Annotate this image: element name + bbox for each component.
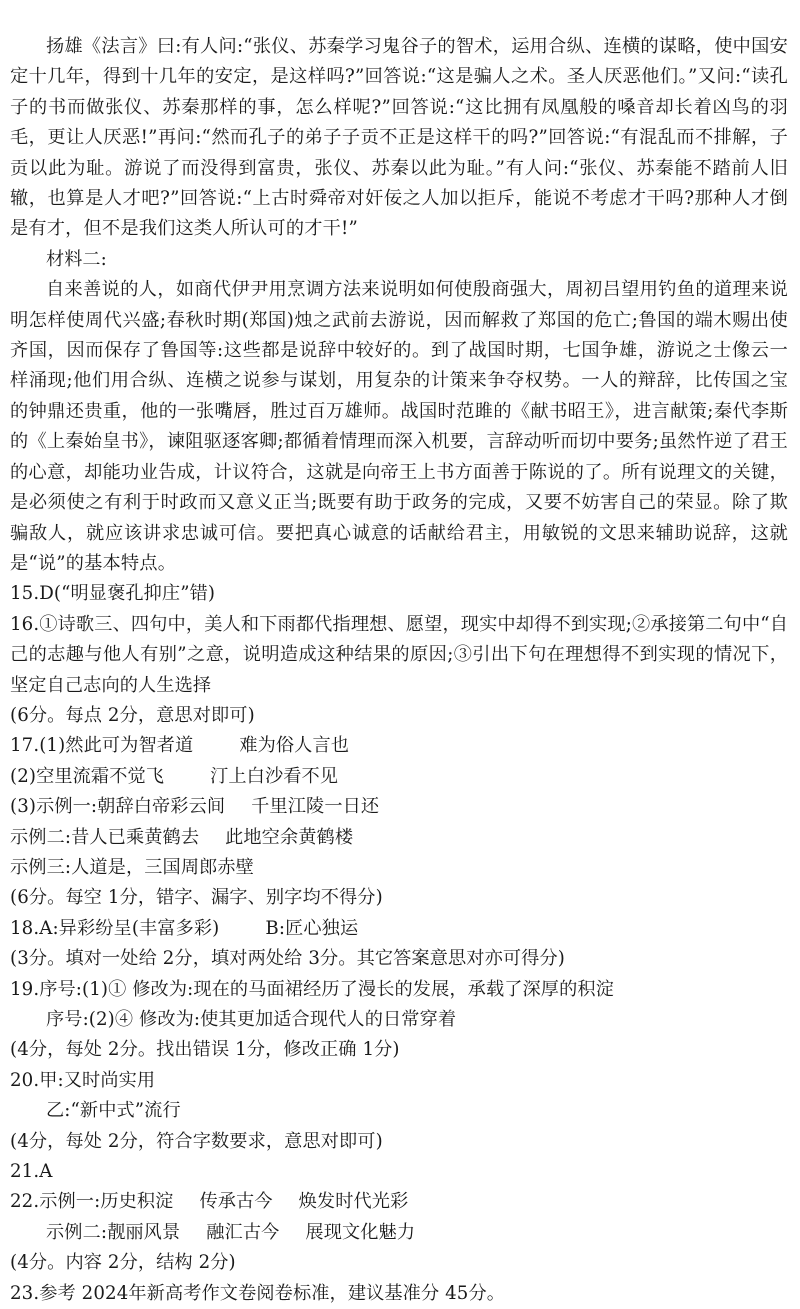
answer-22-1b: 传承古今 — [199, 1191, 273, 1213]
answer-15: 15.D(“明显褒孔抑庄”错) — [10, 583, 216, 605]
answer-21: 21.A — [10, 1161, 53, 1183]
answer-17-1 — [10, 731, 788, 761]
answer-17-3-first: (3)示例一:朝辞白帝彩云间 — [10, 796, 226, 818]
answer-17-3-second: 千里江陵一日还 — [251, 796, 380, 818]
answer-22-2b: 融汇古今 — [206, 1221, 280, 1243]
answer-19-1: 19.序号:(1)① 修改为:现在的马面裙经历了漫长的发展，承载了深厚的积淀 — [10, 978, 614, 1000]
answer-17-2-first: (2)空里流霜不觉飞 — [10, 765, 165, 787]
answer-22-scoring: (4分。内容 2分，结构 2分) — [10, 1252, 236, 1274]
answer-19-2: 序号:(2)④ 修改为:使其更加适合现代人的日常穿着 — [46, 1009, 457, 1030]
answer-17-example-3: 示例三:人道是，三国周郎赤壁 — [10, 856, 254, 878]
answer-22-2a: 示例二:靓丽风景 — [46, 1221, 181, 1243]
answer-16-scoring: (6分。每点 2分，意思对即可) — [10, 704, 255, 726]
answer-20-b: 乙:“新中式”流行 — [46, 1100, 181, 1122]
answer-23: 23.参考 2024年新高考作文卷阅卷标准，建议基准分 45分。 — [10, 1282, 506, 1304]
answer-17-scoring: (6分。每空 1分，错字、漏字、别字均不得分) — [10, 887, 383, 909]
answer-17-2 — [10, 762, 788, 792]
answer-17-ex2-second: 此地空余黄鹤楼 — [225, 826, 354, 848]
answer-22-2c: 展现文化魅力 — [305, 1221, 416, 1243]
answer-22-example-2 — [10, 1218, 788, 1248]
answer-17-2-second: 汀上白沙看不见 — [210, 765, 339, 787]
material-two-heading: 材料二: — [46, 248, 107, 270]
answer-17-3 — [10, 792, 788, 822]
answer-20-scoring: (4分，每处 2分，符合字数要求，意思对即可) — [10, 1130, 383, 1152]
answer-19-scoring: (4分，每处 2分。找出错误 1分，修改正确 1分) — [10, 1039, 400, 1061]
answer-17-example-2 — [10, 823, 788, 853]
material-two-paragraph: 自来善说的人，如商代伊尹用烹调方法来说明如何使殷商强大，周初吕望用钓鱼的道理来说明怎样使周代兴盛;春秋时期(郑国)烛之武前去游说，因而解救了郑国的危亡;鲁国的端木赐出使齐国，因而保存了鲁国等:这些都是说辞中较好的。到了战国时期，七国争雄，游说之士像云一样涌现;他们用合纵、连横之说参与谋划，用复杂的计策来争夺权势。一人的辩辞，比传国之宝的钟鼎还贵重，他的一张嘴唇，胜过百万雄师。战国时范雎的《献书昭王》，进言献策;秦代李斯的《上秦始皇书》，谏阻驱逐客卿;都循着情理而深入机要，言辞动听而切中要务;虽然忤逆了君王的心意，却能功业告成，计议符合，这就是向帝王上书方面善于陈说的了。所有说理文的关键，是必须使之有利于时政而又意义正当;既要有助于政务的完成，又要不妨害自己的荣显。除了欺骗敌人，就应该讲求忠诚可信。要把真心诚意的话献给君主，用敏锐的文思来辅助说辞，这就是“说”的基本特点。 — [10, 279, 788, 574]
answer-18-a: 18.A:异彩纷呈(丰富多彩) — [10, 917, 220, 939]
material-one-paragraph: 扬雄《法言》曰:有人问:“张仪、苏秦学习鬼谷子的智术，运用合纵、连横的谋略，使中国安定十几年，得到十几年的安定，是这样吗?”回答说:“这是骗人之术。圣人厌恶他们。”又问:“读孔子的书而做张仪、苏秦那样的事，怎么样呢?”回答说:“这比拥有凤凰般的嗓音却长着凶鸟的羽毛，更让人厌恶!”再问:“然而孔子的弟子子贡不正是这样干的吗?”回答说:“有混乱而不排解，子贡以此为耻。游说了而没得到富贵，张仪、苏秦以此为耻。”有人问:“张仪、苏秦能不踏前人旧辙，也算是人才吧?”回答说:“上古时舜帝对奸佞之人加以拒斥，能说不考虑才干吗?那种人才倒是有才，但不是我们这类人所认可的才干!” — [10, 36, 788, 240]
answer-18 — [10, 914, 788, 944]
answer-20-a: 20.甲:又时尚实用 — [10, 1069, 156, 1091]
answer-22-example-1 — [10, 1187, 788, 1217]
answer-18-scoring: (3分。填对一处给 2分，填对两处给 3分。其它答案意思对亦可得分) — [10, 948, 565, 970]
answer-17-number: 17. — [10, 735, 40, 757]
answer-17-1-first: (1)然此可为智者道 — [39, 735, 194, 757]
answer-16: 16.①诗歌三、四句中，美人和下雨都代指理想、愿望，现实中却得不到实现;②承接第二句中“自己的志趣与他人有别”之意，说明造成这种结果的原因;③引出下句在理想得不到实现的情况下，坚定自己志向的人生选择 — [10, 613, 788, 696]
answer-22-1a: 22.示例一:历史积淀 — [10, 1191, 174, 1213]
answer-18-b: B:匠心独运 — [265, 917, 359, 939]
answer-17-1-second: 难为俗人言也 — [239, 735, 350, 757]
answer-22-1c: 焕发时代光彩 — [298, 1191, 409, 1213]
answer-17-ex2-first: 示例二:昔人已乘黄鹤去 — [10, 826, 200, 848]
